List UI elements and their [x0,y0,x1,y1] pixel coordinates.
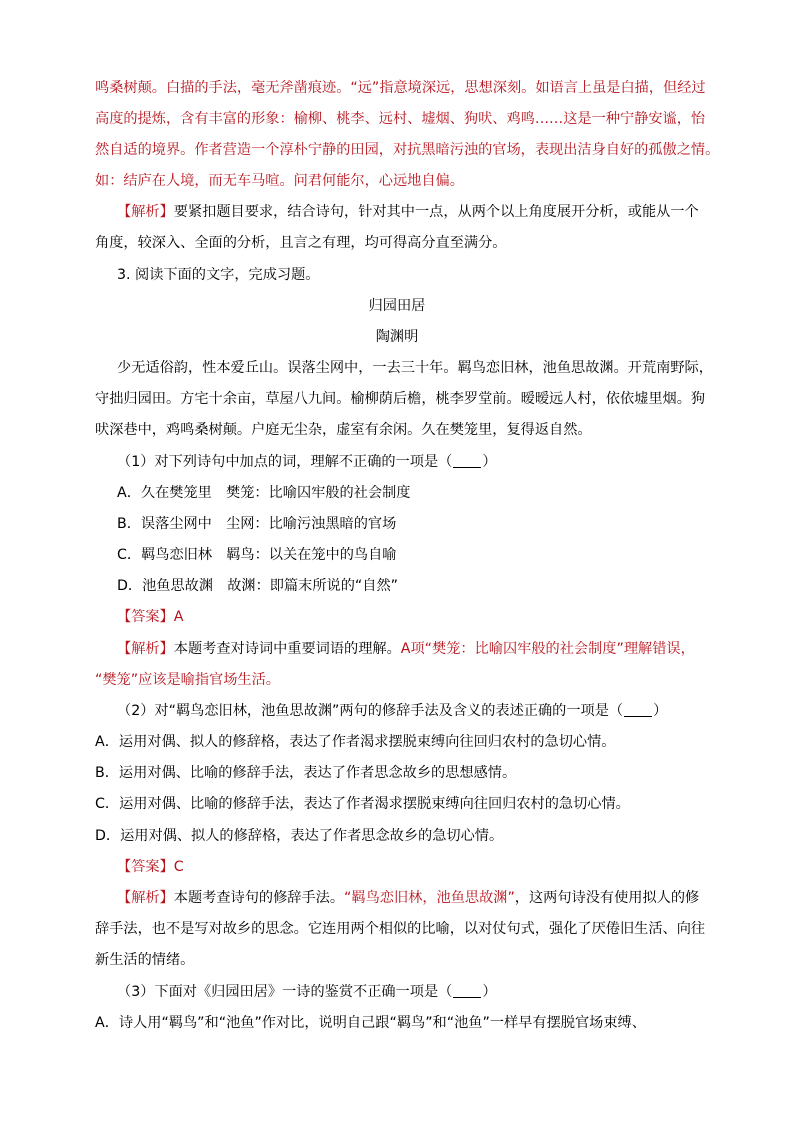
poem-line-3: 吠深巷中，鸡鸣桑树颠。户庭无尘杂，虚室有余闲。久在樊笼里，复得返自然。 [95,422,592,438]
answer-blank[interactable] [624,702,652,717]
analysis-line-2: 角度，较深入、全面的分析，且言之有理，均可得高分直至满分。 [95,235,507,251]
close-paren: ） [482,984,497,1000]
answer-tag: 【答案】 [117,609,174,625]
analysis-line [117,639,695,659]
answer-value: A [173,609,184,625]
sub-question-1-text: （1）对下列诗句中加点的词，理解不正确的一项是（ [117,454,453,470]
option-c: C．运用对偶、比喻的修辞手法，表达了作者渴求摆脱束缚向往回归农村的急切心情。 [95,796,630,812]
continuation-line-4: 如：结庐在人境，而无车马喧。问君何能尔，心远地自偏。 [95,173,464,189]
sub-question-1 [117,452,497,472]
analysis-text-red: A项“樊笼：比喻囚牢般的社会制度”理解错误， [400,641,695,657]
close-paren: ） [482,454,497,470]
analysis-tag: 【解析】 [117,890,174,906]
analysis-text-cont: ，这两句诗没有使用拟人的修 [514,890,700,906]
sub-question-3-text: （3）下面对《归园田居》一诗的鉴赏不正确一项是（ [117,984,453,1000]
poem-line-2: 守拙归园田。方宅十余亩，草屋八九间。榆柳荫后檐，桃李罗堂前。暧暧远人村，依依墟里烟。狗 [95,391,706,407]
answer-blank[interactable] [453,453,481,468]
sub-question-3 [117,982,497,1002]
poem-line-1: 少无适俗韵，性本爱丘山。误落尘网中，一去三十年。羁鸟恋旧林，池鱼思故渊。开荒南野际， [117,360,713,376]
analysis-line-3: 新生活的情绪。 [95,952,195,968]
option-d: D．池鱼思故渊 故渊：即篇末所说的“自然” [117,578,399,594]
continuation-line-3: 然自适的境界。作者营造一个淳朴宁静的田园，对抗黑暗污浊的官场，表现出洁身自好的孤傲之情。 [95,142,720,158]
answer-line [117,607,183,627]
answer-value: C [173,859,184,875]
poem-title: 归园田居 [368,298,426,314]
option-b: B．运用对偶、比喻的修辞手法，表达了作者思念故乡的思想感情。 [95,765,517,781]
option-a: A．运用对偶、拟人的修辞格，表达了作者渴求摆脱束缚向往回归农村的急切心情。 [95,734,616,750]
answer-blank[interactable] [453,983,481,998]
sub-question-2-text: （2）对“羁鸟恋旧林，池鱼思故渊”两句的修辞手法及含义的表述正确的一项是（ [117,703,624,719]
question-3-intro: 3. 阅读下面的文字，完成习题。 [117,267,320,283]
answer-tag: 【答案】 [117,859,174,875]
analysis-line [117,888,699,908]
continuation-line-1: 鸣桑树颠。白描的手法，毫无斧凿痕迹。“远”指意境深远，思想深刻。如语言上虽是白描，但经过 [95,80,706,96]
continuation-line-2: 高度的提炼，含有丰富的形象：榆柳、桃李、远村、墟烟、狗吠、鸡鸣……这是一种宁静安谧，怡 [95,111,706,127]
sub-question-2 [117,701,667,721]
option-d: D．运用对偶、拟人的修辞格，表达了作者思念故乡的急切心情。 [95,828,504,844]
close-paren: ） [653,703,668,719]
analysis-text: 本题考查对诗词中重要词语的理解。 [173,641,401,657]
analysis-text-red: “羁鸟恋旧林，池鱼思故渊” [344,890,515,906]
option-b: B．误落尘网中 尘网：比喻污浊黑暗的官场 [117,516,397,532]
analysis-text: 本题考查诗句的修辞手法。 [173,890,345,906]
poem-author: 陶渊明 [375,329,419,345]
analysis-line-2: 辞手法，也不是写对故乡的思念。它连用两个相似的比喻，以对仗句式，强化了厌倦旧生活、向往 [95,921,706,937]
option-a: A．久在樊笼里 樊笼：比喻囚牢般的社会制度 [117,485,411,501]
answer-line [117,857,184,877]
analysis-tag: 【解析】 [117,204,174,220]
option-a: A．诗人用“羁鸟”和“池鱼”作对比，说明自己跟“羁鸟”和“池鱼”一样早有摆脱官场束缚、 [95,1015,646,1031]
option-c: C．羁鸟恋旧林 羁鸟：以关在笼中的鸟自喻 [117,547,397,563]
analysis-text: 要紧扣题目要求，结合诗句，针对其中一点，从两个以上角度展开分析，或能从一个 [173,204,699,220]
analysis-tag: 【解析】 [117,641,174,657]
analysis-paragraph [117,202,699,222]
analysis-line-2: “樊笼”应该是喻指官场生活。 [95,672,280,688]
